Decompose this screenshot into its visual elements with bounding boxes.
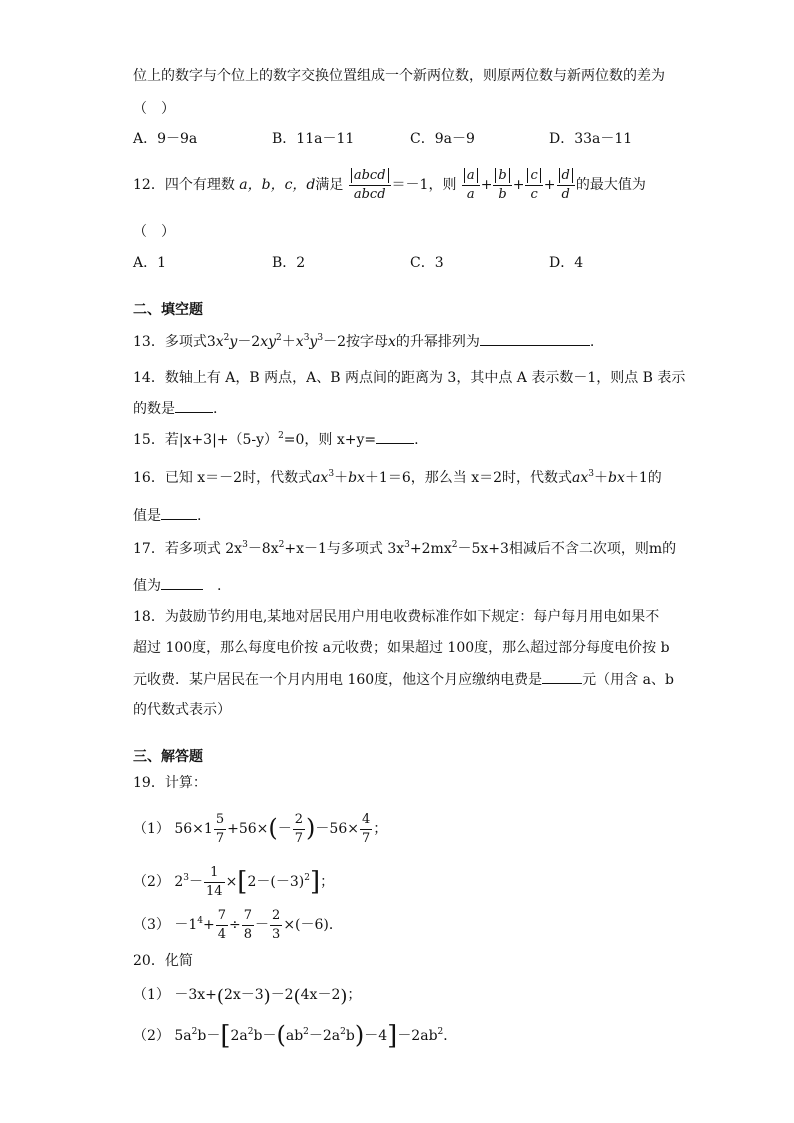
section-solve-heading: 三、解答题 <box>133 749 203 765</box>
q13-post: 按字母 <box>346 334 388 350</box>
q17-answer-blank[interactable] <box>161 575 203 590</box>
q16-line2-text: 值是 <box>133 508 161 524</box>
q20-part2: （2） $5a^2b-[2a^2b-(ab^2-2a^2b)-4]-2ab^2$． <box>133 1021 458 1051</box>
q17-line1a: 17．若多项式 2x <box>133 541 243 557</box>
q11-text: 位上的数字与个位上的数字交换位置组成一个新两位数，则原两位数与新两位数的差为 <box>133 68 665 84</box>
q19-title: 19．计算： <box>133 775 207 791</box>
q18-line3 <box>133 669 674 690</box>
q14-line1: 14．数轴上有 A，B 两点，A、B 两点间的距离为 3，其中点 A 表示数－1，则点 B 表示 <box>133 370 686 386</box>
q13-post2: 的升幂排列为 <box>395 334 480 350</box>
q14-line2-text: 的数是 <box>133 401 175 417</box>
q16-line1c: 的 <box>647 470 662 486</box>
q18-line3b: 元（用含 a、b <box>582 672 674 688</box>
q12-frac-c: $\frac{c}{c}$ <box>525 167 542 204</box>
q15-post: =0，则 x+y= <box>283 432 377 448</box>
q15-pre: 15．若|x+3|+（5-y） <box>133 432 279 448</box>
q12-vars: a，b，c，d <box>239 177 316 193</box>
q12-frac-d: $\frac{d}{d}$ <box>557 167 575 204</box>
q13-end: . <box>589 334 595 350</box>
q20-part1-label: （1） <box>133 987 170 1003</box>
q20-part1: （1） －3x+(2x－3)－2(4x－2)； <box>133 986 362 1007</box>
q16-line2 <box>133 505 201 526</box>
q15-end: . <box>414 432 419 448</box>
q16-answer-blank[interactable] <box>161 505 197 520</box>
q19-part1: （1） 56×1 $\frac{5}{7}$ +56×(－ $\frac{2}{7}$ )－56× $\frac{4}{7}$ ； <box>133 811 388 846</box>
q14-end: . <box>213 401 218 417</box>
q18-line3a: 元收费．某户居民在一个月内用电 160度，他这个月应缴纳电费是 <box>133 672 543 688</box>
q11-option-a: A．9－9a <box>133 131 198 147</box>
q14-line2 <box>133 398 217 419</box>
q17-line2-text: 值为 <box>133 578 161 594</box>
q16-expr2: ax <box>572 470 589 486</box>
q19-part2: （2） $2^3-$ $\frac{1}{14}$ $\times[2-(-3)^2]$； <box>133 864 335 899</box>
q17-end: . <box>217 578 222 594</box>
q18-answer-blank[interactable] <box>542 669 582 684</box>
q19-part3-label: （3） <box>133 917 170 933</box>
q12-frac-denominator: abcd <box>353 186 386 202</box>
q12-option-c: C．3 <box>410 255 444 271</box>
q17-line1b: 与多项式 3x <box>326 541 405 557</box>
q15-text <box>133 429 419 450</box>
q11-paren: （ ） <box>133 101 175 117</box>
q12-frac-numerator: abcd <box>351 168 389 183</box>
q15-square: 2 <box>278 431 284 441</box>
q12-eq: ＝－1，则 <box>391 177 457 193</box>
q13-text <box>133 331 594 352</box>
q15-answer-blank[interactable] <box>376 429 414 444</box>
q17-line1: 17．若多项式 $2x^3-8x^2+x-1$与多项式 $3x^3+2mx^2-5x+3$相减后不含二次项，则m的 <box>133 540 677 557</box>
q16-end: . <box>197 508 202 524</box>
q17-line2 <box>133 575 221 596</box>
q12-frac-b: $\frac{b}{b}$ <box>493 167 511 204</box>
q20-title: 20．化简 <box>133 953 193 969</box>
q12-mid: 满足 <box>315 177 344 193</box>
q16-line1b: ，那么当 x＝2时，代数式 <box>410 470 573 486</box>
q16-line1: 16．已知 x＝－2时，代数式$ax^3+bx+1=6$，那么当 x＝2时，代数式$ax^3+bx+1$的 <box>133 469 662 486</box>
q19-part1-label: （1） <box>133 821 170 837</box>
q19-part3: $(3) -1^4+$ $\frac{7}{4}$ ÷ $\frac{7}{8}$ － $\frac{2}{3}$ ×(－6)． <box>133 907 343 942</box>
q18-line1: 18．为鼓励节约用电,某地对居民用户用电收费标准作如下规定：每户每月用电如果不 <box>133 609 660 625</box>
q13-polynomial: $3x^2y-2xy^2+x^3y^3-2$ <box>206 333 346 350</box>
q18-line2: 超过 100度，那么每度电价按 a元收费；如果超过 100度，那么超过部分每度电价按 b <box>133 640 670 656</box>
section-fill-in-heading: 二、填空题 <box>133 302 203 318</box>
q20-part2-label: （2） <box>133 1028 170 1044</box>
q12-number: 12．四个有理数 <box>133 177 235 193</box>
q13-pre: 13．多项式 <box>133 334 207 350</box>
q12-tail: 的最大值为 <box>575 177 646 193</box>
q13-answer-blank[interactable] <box>480 331 590 346</box>
q12-text: 12．四个有理数 a，b，c，d满足 $\frac{\text{abcd}}{\text{abcd}}$ ＝－1，则 $\frac{a}{a}$ + $\frac{b}{b}$ + $\frac{c}{c}$ + $\frac{d}{d}$ 的最大值为 <box>133 167 646 202</box>
q12-paren: （ ） <box>133 224 175 240</box>
q19-part2-label: （2） <box>133 874 170 890</box>
q12-condition-fraction <box>349 167 391 204</box>
q16-line1a: 16．已知 x＝－2时，代数式 <box>133 470 313 486</box>
q11-option-b: B．11a－11 <box>272 131 355 147</box>
q12-frac-a: $\frac{a}{a}$ <box>462 167 480 204</box>
q12-option-b: B．2 <box>272 255 306 271</box>
q12-option-a: A．1 <box>133 255 167 271</box>
q11-option-d: D．33a－11 <box>549 131 633 147</box>
q13-letter: x <box>388 334 396 350</box>
q16-expr1: ax <box>312 470 329 486</box>
q18-line4: 的代数式表示） <box>133 702 231 718</box>
q17-line1c: 相减后不含二次项，则m的 <box>508 541 677 557</box>
q14-answer-blank[interactable] <box>175 398 213 413</box>
q12-option-d: D．4 <box>549 255 584 271</box>
q11-option-c: C．9a－9 <box>410 131 475 147</box>
